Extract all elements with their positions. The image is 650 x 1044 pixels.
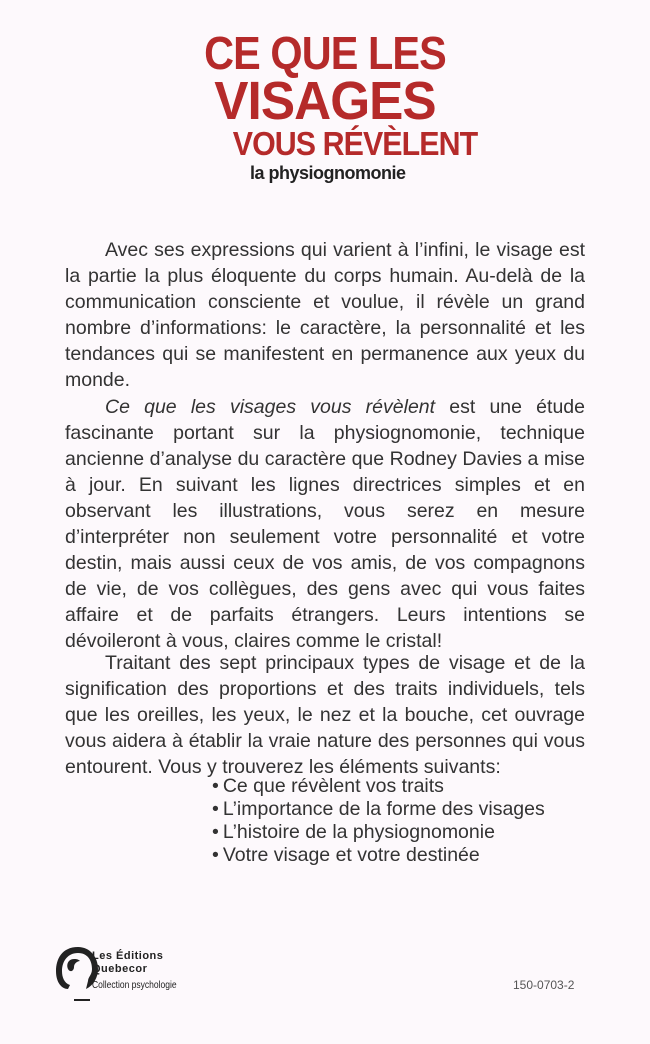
paragraph-2 <box>65 394 585 654</box>
paragraph-1 <box>65 237 585 393</box>
bullet-item: • L’importance de la forme des visages <box>212 798 545 821</box>
publisher-line-1: Les Éditions <box>92 950 164 962</box>
book-title-italic: Ce que les visages vous révèlent <box>105 396 436 418</box>
catalog-code: 150-0703-2 <box>513 978 575 992</box>
paragraph-2-text: est une étude fascinante portant sur la physiognomonie, technique ancienne d’analyse du caractère que Rodney Davies a mise à jour. En suivant les lignes directrices simples et en observant les illustrations, vous serez en mesure d’interpréter non seulement votre personnalité et votre destin, mais aussi ceux de vos amis, de vos compagnons de vie, de vos collègues, des gens avec qui vous faites affaire et de parfaits étrangers. Leurs intentions se dévoileront à vous, claires comme le cristal! <box>65 396 585 652</box>
bullet-list <box>212 775 545 867</box>
title-line-3: VOUS RÉVÈLENT <box>232 125 478 162</box>
publisher-line-2: Quebecor <box>92 963 148 975</box>
bullet-item: • Votre visage et votre destinée <box>212 844 545 867</box>
publisher-name <box>92 950 163 976</box>
bullet-item: • Ce que révèlent vos traits <box>212 775 545 798</box>
paragraph-1-text: Avec ses expressions qui varient à l’infini, le visage est la partie la plus éloquente du corps humain. Au-delà de la communication consciente et voulue, il révèle un grand nombre d’informations: le caractère, la personnalité et les tendances qui se manifestent en permanence aux yeux du monde. <box>65 239 585 391</box>
subtitle: la physiognomonie <box>250 163 406 183</box>
collection-label: Collection psychologie <box>92 980 177 991</box>
title-line-1: CE QUE LES <box>204 27 446 79</box>
title-line-2: VISAGES <box>214 71 436 131</box>
paragraph-3 <box>65 650 585 780</box>
paragraph-3-text: Traitant des sept principaux types de visage et de la signification des proportions et des traits individuels, tels que les oreilles, les yeux, le nez et la bouche, cet ouvrage vous aidera à établir la vraie nature des personnes qui vous entourent. Vous y trouverez les éléments suivants: <box>65 652 585 778</box>
bullet-item: • L’histoire de la physiognomonie <box>212 821 545 844</box>
